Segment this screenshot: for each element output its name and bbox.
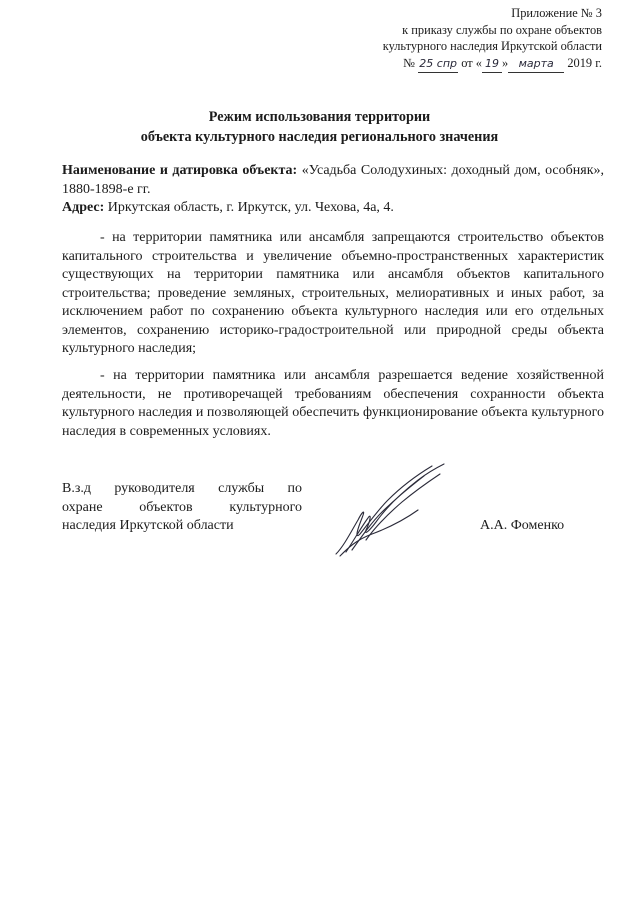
- restriction-paragraph: - на территории памятника или ансамбля запрещаются строительство объектов капитального строительства и увеличение объемно-пространственных характеристик существующих на территории памятника или ансамбля объектов капитального строительства; проведение земляных, строительных, мелиоративных и иных работ, за исключением работ по сохранению объекта культурного наследия или его отдельных элементов, сохранению историко-градостроительной или природной среды объекта культурного наследия;: [62, 230, 604, 356]
- handwritten-signature: [332, 460, 452, 560]
- signatory-name: А.А. Фоменко: [480, 518, 565, 533]
- object-address-value: Иркутская область, г. Иркутск, ул. Чехова, 4а, 4.: [107, 200, 394, 215]
- object-name-value: «Усадьба Солодухиных: доходный дом, особняк», 1880-1898-е гг.: [62, 163, 605, 197]
- object-name-row: [62, 162, 604, 199]
- object-name-label: Наименование и датировка объекта:: [62, 163, 298, 178]
- position-line1: В.з.д руководителя службы по: [62, 481, 302, 496]
- appendix-header: [383, 5, 602, 73]
- title-line2: объекта культурного наследия регионального значения: [140, 129, 499, 145]
- date-prefix: от «: [461, 55, 483, 70]
- object-address-row: [62, 199, 604, 218]
- title-line1: Режим использования территории: [208, 109, 431, 125]
- order-reference-line2: культурного наследия Иркутской области: [382, 39, 602, 53]
- number-prefix: №: [403, 55, 416, 70]
- position-line2: охране объектов культурного: [62, 499, 302, 515]
- permission-paragraph: - на территории памятника или ансамбля разрешается ведение хозяйственной деятельности, не противоречащей требованиям обеспечения сохранности объекта культурного наследия и позволяющей обеспечить функционирование объекта культурного наследия в современных условиях.: [62, 368, 604, 439]
- date-mid: »: [502, 55, 509, 70]
- order-year: 2019 г.: [567, 55, 602, 70]
- appendix-number: Приложение № 3: [511, 6, 602, 20]
- object-address-label: Адрес:: [62, 200, 105, 215]
- object-info: [62, 162, 604, 218]
- order-number-date: [383, 55, 602, 74]
- document-title: [0, 107, 639, 147]
- handwritten-day: 19: [482, 56, 502, 74]
- handwritten-order-number: 25 спр: [418, 56, 458, 74]
- position-line3: наследия Иркутской области: [62, 518, 234, 533]
- handwritten-month: марта: [508, 56, 564, 74]
- order-reference-line1: к приказу службы по охране объектов: [402, 22, 602, 37]
- signatory-position: [62, 480, 302, 536]
